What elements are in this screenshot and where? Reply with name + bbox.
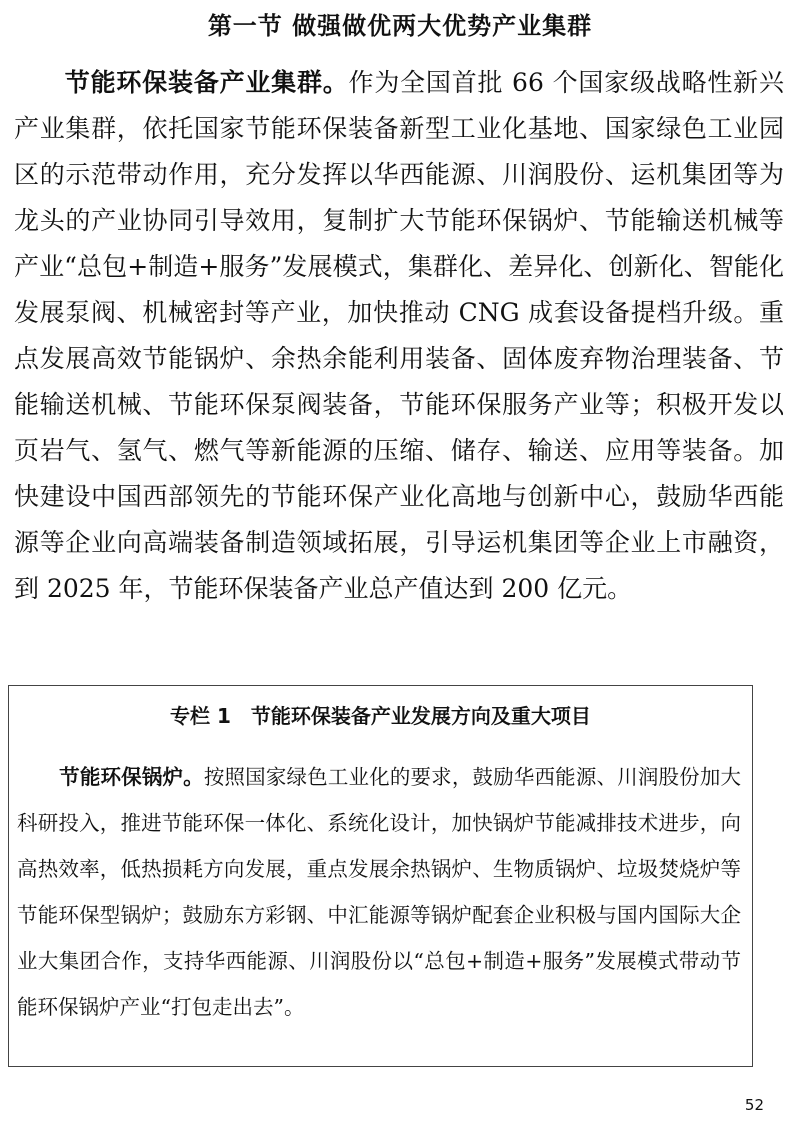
paragraph-body: 作为全国首批 66 个国家级战略性新兴产业集群，依托国家节能环保装备新型工业化基地、国家绿色工业园区的示范带动作用，充分发挥以华西能源、川润股份、运机集团等为龙头的产业协同引导效用，复制扩大节能环保锅炉、节能输送机械等产业“总包+制造+服务”发展模式，集群化、差异化、创新化、智能化发展泵阀、机械密封等产业，加快推动 CNG 成套设备提档升级。重点发展高效节能锅炉、余热余能利用装备、固体废弃物治理装备、节能输送机械、节能环保泵阀装备，节能环保服务产业等；积极开发以页岩气、氢气、燃气等新能源的压缩、储存、输送、应用等装备。加快建设中国西部领先的节能环保产业化高地与创新中心，鼓励华西能源等企业向高端装备制造领域拓展，引导运机集团等企业上市融资，到 2025 年，节能环保装备产业总产值达到 200 亿元。 — [14, 68, 784, 603]
column-box-body: 按照国家绿色工业化的要求，鼓励华西能源、川润股份加大科研投入，推进节能环保一体化、系统化设计，加快锅炉节能减排技术进步，向高热效率，低热损耗方向发展，重点发展余热锅炉、生物质锅炉、垃圾焚烧炉等节能环保型锅炉；鼓励东方彩钢、中汇能源等锅炉配套企业积极与国内国际大企业大集团合作，支持华西能源、川润股份以“总包+制造+服务”发展模式带动节能环保锅炉产业“打包走出去”。 — [17, 765, 742, 1019]
section-title: 第一节 做强做优两大优势产业集群 — [207, 12, 593, 40]
paragraph-lead: 节能环保装备产业集群。 — [64, 68, 349, 97]
column-box-lead: 节能环保锅炉。 — [59, 765, 204, 789]
column-box-title: 专栏 1 节能环保装备产业发展方向及重大项目 — [170, 704, 591, 728]
column-box — [8, 685, 753, 1067]
page-number: 52 — [744, 1096, 764, 1114]
main-paragraph — [14, 60, 784, 612]
column-box-paragraph — [17, 754, 741, 1030]
